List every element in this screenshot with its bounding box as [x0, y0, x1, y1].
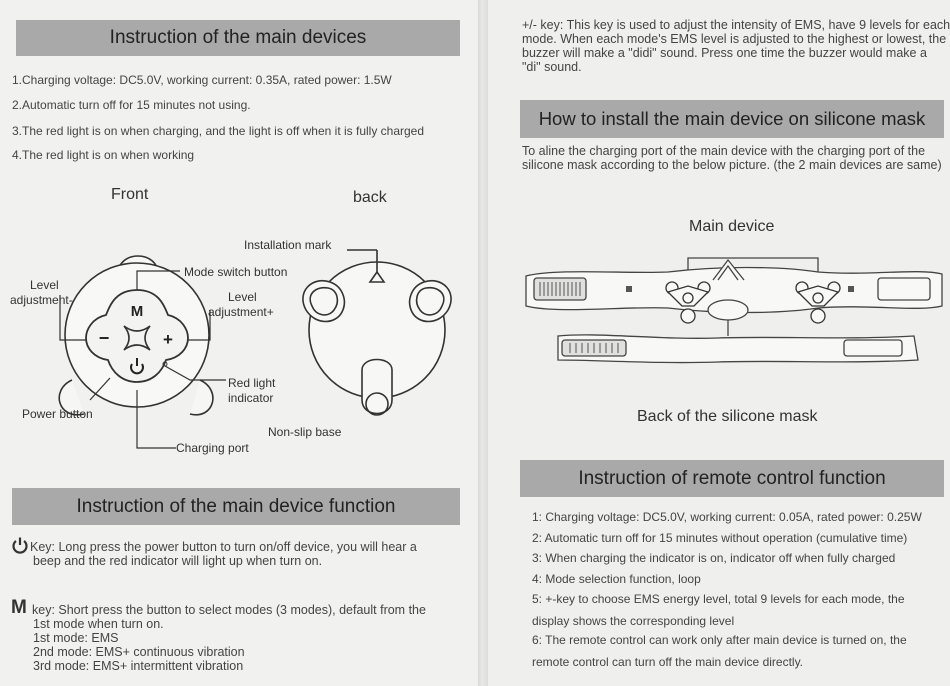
remote-line-5: 5: +-key to choose EMS energy level, total 9 levels for each mode, the	[532, 592, 905, 606]
book-gutter	[478, 0, 488, 686]
remote-line-3: 3: When charging the indicator is on, indicator off when fully charged	[532, 551, 896, 565]
callout-level-minus-2: adjustment-	[10, 293, 73, 307]
remote-line-8: remote control can turn off the main device directly.	[532, 655, 804, 669]
plus-minus-line-4: "di" sound.	[522, 60, 582, 74]
silicone-mask-diagram	[518, 236, 950, 376]
back-label: back	[353, 189, 387, 206]
remote-line-6: display shows the corresponding level	[532, 614, 735, 628]
front-label: Front	[111, 186, 149, 203]
callout-level-plus-1: Level	[228, 290, 257, 304]
header-install: How to install the main device on silicone mask	[520, 100, 944, 138]
right-page	[488, 0, 950, 686]
m-key: M	[130, 303, 144, 320]
minus-key: −	[98, 328, 110, 348]
spec-line-4: 4.The red light is on when working	[12, 148, 195, 162]
remote-line-7: 6: The remote control can work only after main device is turned on, the	[532, 633, 907, 647]
callout-installation-mark: Installation mark	[244, 238, 332, 252]
plus-minus-line-1: +/- key: This key is used to adjust the intensity of EMS, have 9 levels for each	[522, 18, 950, 32]
plus-minus-line-3: buzzer will make a "didi" sound. Press one time the buzzer would make a	[522, 46, 927, 60]
callout-red-light-2: indicator	[228, 391, 274, 405]
header-main-device-function: Instruction of the main device function	[12, 488, 460, 525]
header-main-devices: Instruction of the main devices	[16, 20, 460, 56]
install-line-1: To aline the charging port of the main device with the charging port of the	[522, 144, 926, 158]
callout-non-slip: Non-slip base	[268, 425, 342, 439]
remote-line-1: 1: Charging voltage: DC5.0V, working current: 0.05A, rated power: 0.25W	[532, 510, 922, 524]
remote-line-4: 4: Mode selection function, loop	[532, 572, 701, 586]
plus-minus-line-2: mode. When each mode's EMS level is adjusted to the highest or lowest, the	[522, 32, 947, 46]
callout-mode-switch: Mode switch button	[184, 265, 288, 279]
back-device-diagram	[292, 240, 462, 430]
m-key-line-2: 1st mode when turn on.	[33, 617, 164, 631]
m-key-line-5: 3rd mode: EMS+ intermittent vibration	[33, 659, 244, 673]
callout-level-plus-2: adjustment+	[208, 305, 274, 319]
callout-red-light-1: Red light	[228, 376, 276, 390]
main-device-label: Main device	[689, 218, 775, 235]
install-line-2: silicone mask according to the below picture. (the 2 main devices are same)	[522, 158, 942, 172]
m-key-icon: M	[11, 597, 27, 618]
m-key-line-3: 1st mode: EMS	[33, 631, 119, 645]
power-key-line-1: Key: Long press the power button to turn on/off device, you will hear a	[30, 540, 417, 554]
power-key-line-2: beep and the red indicator will light up when turn on.	[33, 554, 323, 568]
header-remote: Instruction of remote control function	[520, 460, 944, 497]
callout-charging-port: Charging port	[176, 441, 249, 455]
m-key-line-4: 2nd mode: EMS+ continuous vibration	[33, 645, 245, 659]
power-icon	[11, 536, 29, 554]
spec-line-3: 3.The red light is on when charging, and the light is off when it is fully charged	[12, 124, 425, 138]
m-key-line-1: key: Short press the button to select modes (3 modes), default from the	[32, 603, 426, 617]
callout-level-minus-1: Level	[30, 278, 59, 292]
remote-line-2: 2: Automatic turn off for 15 minutes without operation (cumulative time)	[532, 531, 908, 545]
spec-line-1: 1.Charging voltage: DC5.0V, working current: 0.35A, rated power: 1.5W	[12, 73, 392, 87]
mask-label: Back of the silicone mask	[637, 408, 818, 425]
spec-line-2: 2.Automatic turn off for 15 minutes not using.	[12, 98, 251, 112]
plus-key: +	[163, 330, 173, 349]
callout-power-button: Power button	[22, 407, 93, 421]
